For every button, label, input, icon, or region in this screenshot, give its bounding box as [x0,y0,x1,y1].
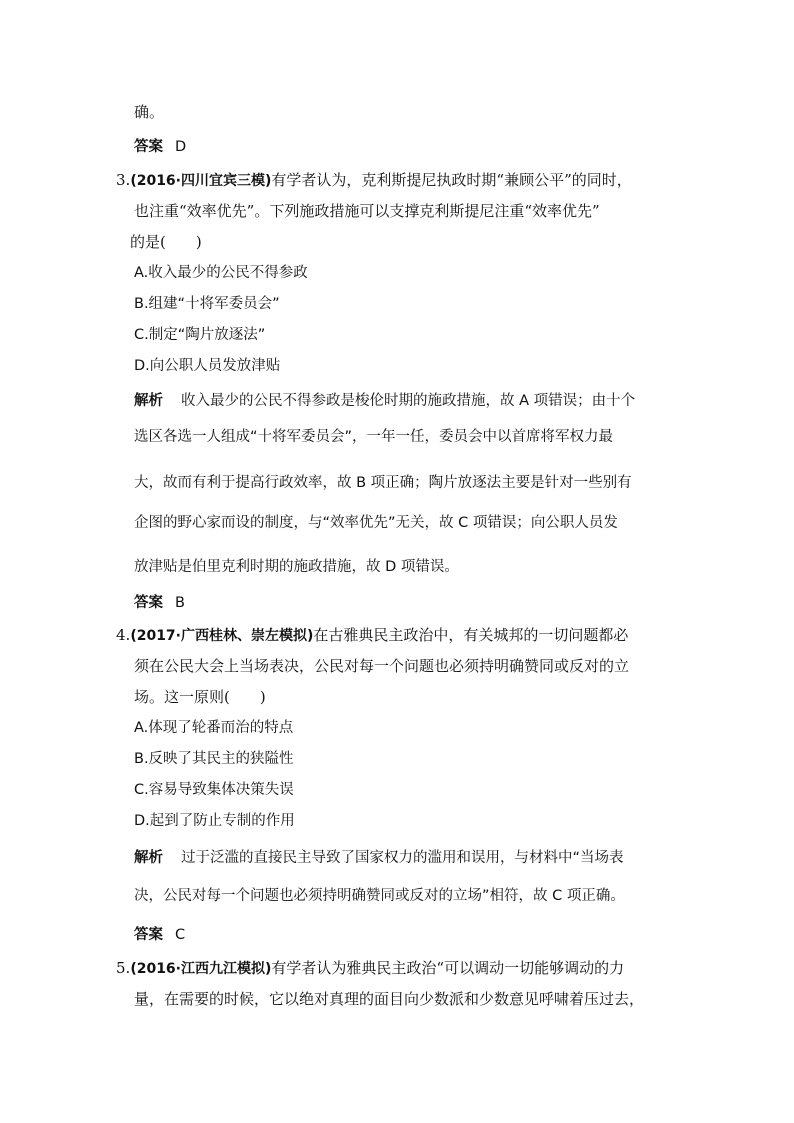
question-stem-line: 有学者认为雅典民主政治“可以调动一切能够调动的力 [271,959,625,977]
analysis-label: 解析 [134,850,163,866]
option-b: B.反映了其民主的狭隘性 [134,751,294,767]
analysis-line-3: 大，故而有利于提高行政效率，故 B 项正确；陶片放逐法主要是针对一些别有 [134,475,632,491]
question-source: (2017·广西桂林、崇左模拟) [130,628,314,644]
option-d: D.起到了防止专制的作用 [134,813,295,829]
option-c: C.制定“陶片放逐法” [134,327,266,343]
question-4-line-1 [116,625,628,646]
analysis-text: 收入最少的公民不得参政是梭伦时期的施政措施，故 A 项错误；由十个 [181,393,636,409]
analysis-line-5: 放津贴是伯里克利时期的施政措施，故 D 项错误。 [134,559,459,575]
question-source: (2016·江西九江模拟) [130,961,272,977]
question-source: (2016·四川宜宾三模) [130,173,272,189]
option-d: D.向公职人员发放津贴 [134,358,281,374]
question-number: 5. [116,959,131,977]
question-stem-line: 有学者认为，克利斯提尼执政时期“兼顾公平”的同时， [271,171,632,189]
question-5-line-2: 量，在需要的时候，它以绝对真理的面目向少数派和少数意见呼啸着压过去， [134,990,645,1008]
question-3-line-1 [116,170,632,191]
option-a: A.体现了轮番而治的特点 [134,720,294,736]
question-4-line-2: 须在公民大会上当场表决，公民对每一个问题也必须持明确赞同或反对的立 [134,657,630,675]
continued-text: 确。 [134,103,165,121]
option-b: B.组建“十将军委员会” [134,296,280,312]
question-5-line-1 [116,958,624,979]
option-c: C.容易导致集体决策失误 [134,782,294,798]
analysis-line-2: 决，公民对每一个问题也必须持明确赞同或反对的立场”相符，故 C 项正确。 [134,888,625,904]
analysis-line-2: 选区各选一人组成“十将军委员会”，一年一任，委员会中以首席将军权力最 [134,429,614,445]
question-stem-line: 在古雅典民主政治中，有关城邦的一切问题都必 [313,626,629,644]
answer-value: D [175,139,187,155]
analysis-line-4: 企图的野心家而设的制度，与“效率优先”无关，故 C 项错误；向公职人员发 [134,515,618,531]
question-3-line-3: 的是( ) [130,233,202,251]
answer-label: 答案 [134,595,163,611]
option-a: A.收入最少的公民不得参政 [134,265,308,281]
question-number: 3. [116,171,131,189]
question-4-line-3: 场。这一原则( ) [134,688,266,706]
question-number: 4. [116,626,131,644]
answer-label: 答案 [134,139,163,155]
analysis-line-1 [134,391,635,411]
answer-row [134,593,185,613]
analysis-label: 解析 [134,393,163,409]
answer-label: 答案 [134,927,163,943]
answer-row [134,925,185,945]
analysis-line-1 [134,848,624,868]
question-3-line-2: 也注重“效率优先”。下列施政措施可以支撑克利斯提尼注重“效率优先” [134,202,600,220]
analysis-text: 过于泛滥的直接民主导致了国家权力的滥用和误用，与材料中“当场表 [181,850,624,866]
answer-row [134,137,186,157]
answer-value: B [175,595,185,611]
answer-value: C [175,927,186,943]
